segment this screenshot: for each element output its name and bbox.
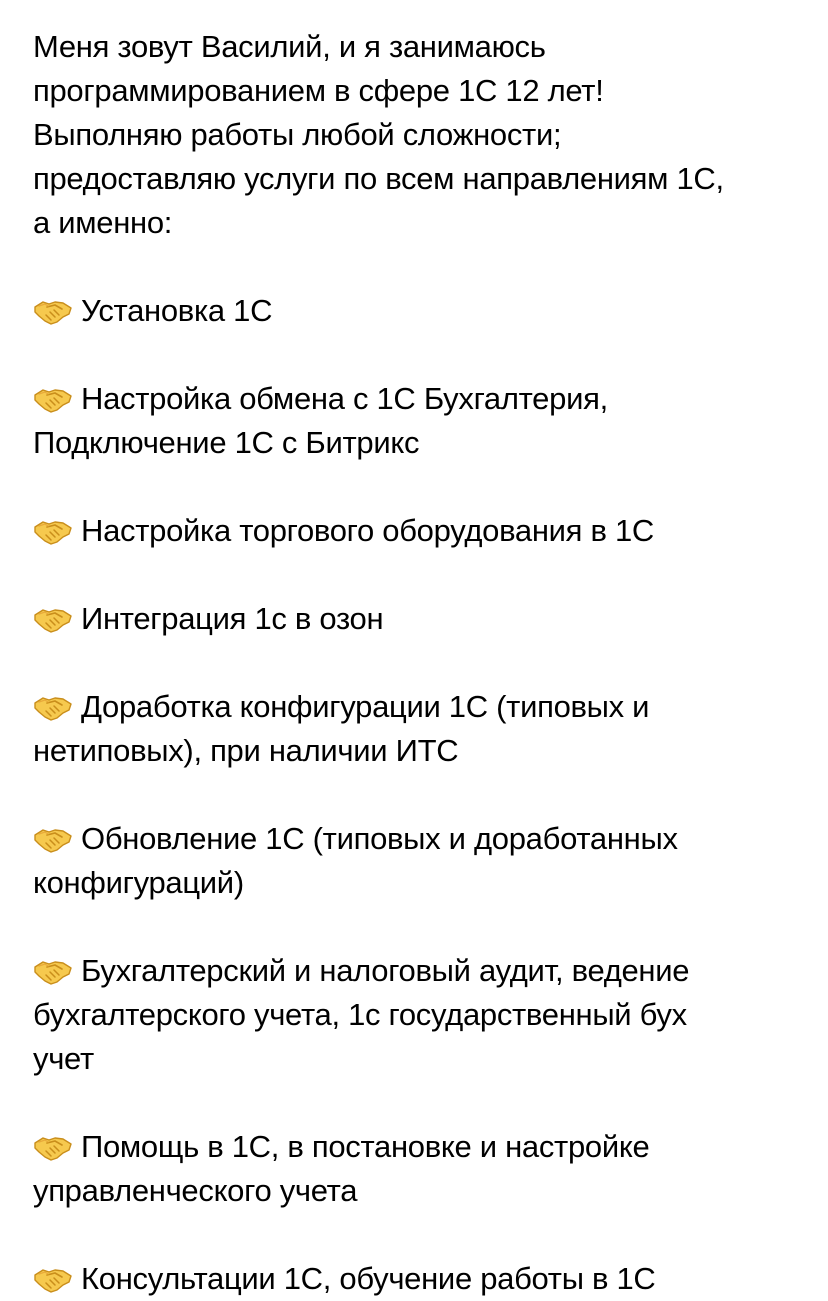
service-item-label: Настройка торгового оборудования в 1С [81,513,654,548]
intro-line: а именно: [33,205,173,240]
service-item-configuration-development [33,685,803,773]
handshake-icon [33,825,73,855]
service-item-label: Настройка обмена с 1С Бухгалтерия, [81,381,608,416]
service-item-management-accounting [33,1125,803,1213]
service-description [33,25,803,1301]
intro-line: программированием в сфере 1С 12 лет! [33,73,604,108]
handshake-icon [33,693,73,723]
service-item-label: конфигураций) [33,865,244,900]
service-item-label: Установка 1С [81,293,273,328]
handshake-icon [33,1265,73,1295]
service-item-consulting [33,1257,803,1301]
service-item-label: Бухгалтерский и налоговый аудит, ведение [81,953,690,988]
service-item-update [33,817,803,905]
service-item-label: Обновление 1С (типовых и доработанных [81,821,678,856]
service-item-retail-equipment [33,509,803,553]
service-item-exchange-setup [33,377,803,465]
service-item-label: Консультации 1С, обучение работы в 1С [81,1261,656,1296]
handshake-icon [33,605,73,635]
service-item-label: нетиповых), при наличии ИТС [33,733,459,768]
handshake-icon [33,385,73,415]
service-item-label: Подключение 1С с Битрикс [33,425,420,460]
service-item-audit [33,949,803,1081]
handshake-icon [33,1133,73,1163]
service-item-label: управленческого учета [33,1173,358,1208]
service-item-installation [33,289,803,333]
handshake-icon [33,957,73,987]
service-item-ozon-integration [33,597,803,641]
intro-line: Выполняю работы любой сложности; [33,117,562,152]
service-item-label: Помощь в 1С, в постановке и настройке [81,1129,650,1164]
intro-paragraph [33,25,803,245]
service-item-label: учет [33,1041,94,1076]
intro-line: Меня зовут Василий, и я занимаюсь [33,29,546,64]
handshake-icon [33,297,73,327]
service-item-label: бухгалтерского учета, 1с государственный бух [33,997,687,1032]
handshake-icon [33,517,73,547]
service-item-label: Интеграция 1с в озон [81,601,384,636]
service-item-label: Доработка конфигурации 1С (типовых и [81,689,650,724]
intro-line: предоставляю услуги по всем направлениям 1С, [33,161,724,196]
